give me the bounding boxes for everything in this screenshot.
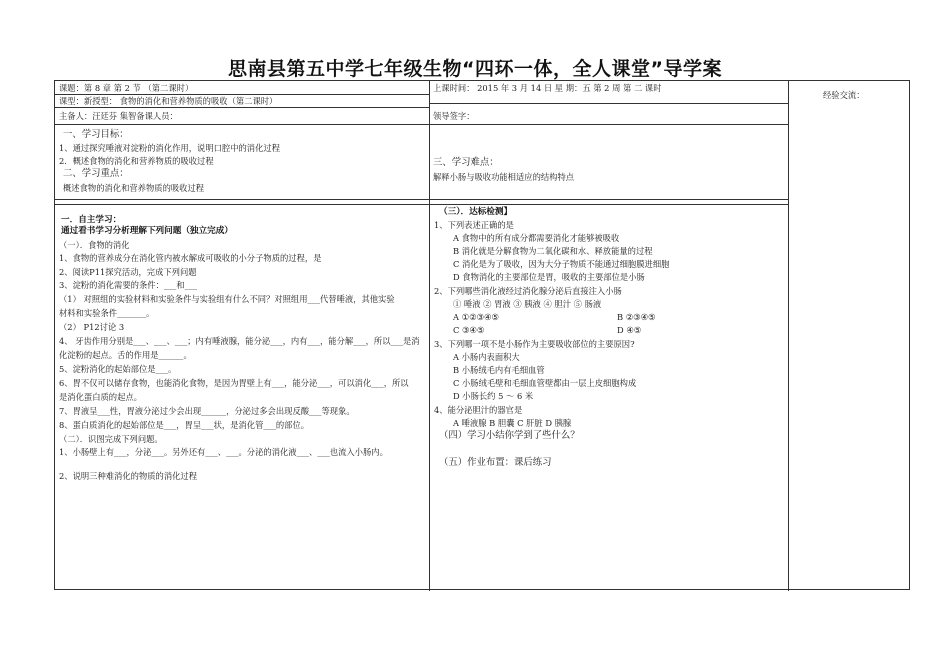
test-option: B ②③④⑤ [617,312,656,322]
preparer-cell: 主备人：汪廷芬 集智备课人员： [59,111,178,121]
goal-item: 1、通过探究唾液对淀粉的消化作用，说明口腔中的消化过程 [59,143,280,153]
study-line: 是消化蛋白质的起点。 [59,392,142,402]
class-time-cell: 上课时间： 2015 年 3 月 14 日 星 期：五 第 2 周 第 二 课时 [433,83,662,93]
test-question: 3、下列哪一项不是小肠作为主要吸收部位的主要原因? [434,339,635,349]
col-divider-main [429,81,430,591]
exchange-cell: 经验交流： [823,90,865,100]
study-line: （2） P12讨论 3 [59,322,125,332]
test-option: C ③④⑤ [453,325,485,335]
test-heading: （三）．达标检测】 [439,207,513,217]
test-option: A 唾液腺 B 胆囊 C 肝脏 D 胰腺 [453,418,572,428]
test-option: D 小肠长约 5 ～ 6 米 [453,391,534,401]
test-option: C 小肠绒毛壁和毛细血管壁都由一层上皮细胞构成 [453,378,637,388]
row-divider [55,107,429,108]
study-line: （一）．食物的消化 [59,240,130,250]
difficulty-text: 解释小肠与吸收功能相适应的结构特点 [433,172,575,182]
study-line: （二）．识图完成下列问题。 [59,434,163,444]
test-question: 2、下列哪些消化液经过消化腺分泌后直接注入小肠 [434,286,622,296]
study-line: 4、 牙齿作用分别是___、___、___；内有唾液腺，能分泌___，内有___，能分解___，所以___是消 [59,336,420,346]
test-option: C 消化是为了吸收，因为大分子物质不能通过细胞膜进细胞 [453,259,670,269]
topic-cell: 课题：第 8 章 第 2 节 （第二课时） [59,83,194,93]
study-line: 8、蛋白质消化的起始部位是___，胃呈___状，是消化管___的部位。 [59,420,310,430]
key-point-title: 二、学习重点： [63,168,129,179]
summary-prompt: （四）学习小结你学到了些什么？ [439,430,580,441]
page-title: 思南县第五中学七年级生物“四环一体，全人课堂”导学案 [228,58,722,80]
row-divider [55,94,429,95]
self-study-heading: 一．自主学习： [61,215,122,225]
goal-item: 2．概述食物的消化和营养物质的吸收过程 [59,156,214,166]
row-divider [429,103,788,104]
row-divider [55,199,788,200]
study-line: 1、食物的营养成分在消化管内被水解成可吸收的小分子物质的过程，是 [59,253,322,263]
self-study-subheading: 通过看书学习分析理解下列问题（独立完成） [61,226,233,236]
col-divider-exchange [788,81,789,591]
study-line: 7、胃液呈___性，胃液分泌过少会出现______，分泌过多会出现反酸___等现象。 [59,406,355,416]
test-option: A ①②③④⑤ [453,312,499,322]
key-point-text: 概述食物的消化和营养物质的吸收过程 [63,183,205,193]
test-items: ① 唾液 ② 胃液 ③ 胰液 ④ 胆汁 ⑤ 肠液 [453,299,602,309]
test-option: A 食物中的所有成分都需要消化才能够被吸收 [453,233,620,243]
row-divider [55,204,788,205]
test-option: B 消化就是分解食物为二氧化碳和水、释放能量的过程 [453,246,653,256]
worksheet-table [54,80,910,590]
study-line: 材料和实验条件_______。 [59,308,155,318]
test-option: A 小肠内表面积大 [453,352,520,362]
test-option: D ④⑤ [617,325,642,335]
goals-title: 一、学习目标： [63,129,129,140]
test-question: 1、下列表述正确的是 [434,220,514,230]
test-option: B 小肠绒毛内有毛细血管 [453,365,545,375]
study-line: 3、淀粉的消化需要的条件：___和___ [59,280,198,290]
row-divider [55,124,788,125]
study-line: 2、阅读P11探究活动，完成下列问题 [59,267,197,277]
study-line: 化淀粉的起点。舌的作用是______。 [59,350,192,360]
study-line: 1、小肠壁上有___，分泌___。另外还有___、___。分泌的消化液___、___也流入小肠内。 [59,447,388,457]
lesson-type-cell: 课型：新授型： 食物的消化和营养物质的吸收（第二课时） [59,96,278,106]
study-line: （1） 对照组的实验材料和实验条件与实验组有什么不同？对照组用___代替唾液，其他实验 [59,294,395,304]
leader-sign-cell: 领导签字： [433,111,475,121]
difficulty-title: 三、学习难点： [433,157,499,168]
study-question: 2、说明三种难消化的物质的消化过程 [59,471,198,481]
test-option: D 食物消化的主要部位是胃，吸收的主要部位是小肠 [453,272,645,282]
study-line: 5、淀粉消化的起始部位是___。 [59,364,177,374]
study-line: 6、胃不仅可以储存食物，也能消化食物，是因为胃壁上有___，能分泌___，可以消化___，所以 [59,378,409,388]
test-question: 4、能分泌胆汁的器官是 [434,405,523,415]
homework-prompt: （五）作业布置：课后练习 [439,457,552,468]
